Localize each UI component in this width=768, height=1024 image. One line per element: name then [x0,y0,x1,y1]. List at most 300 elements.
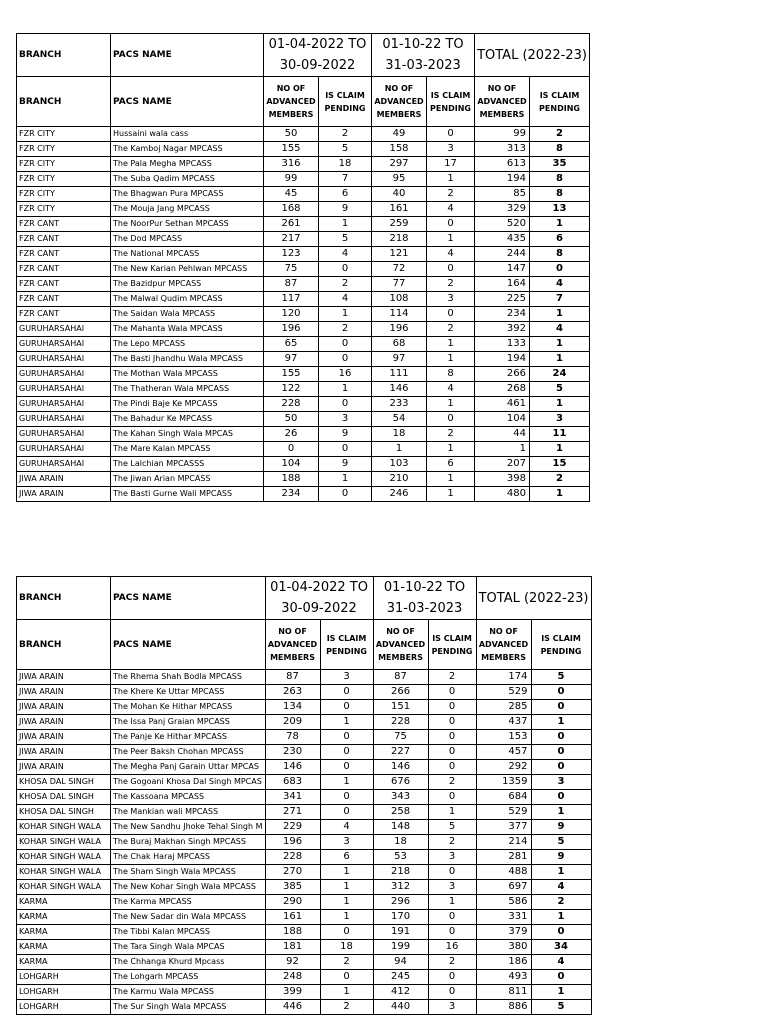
total-claim-cell: 0 [531,970,591,985]
table-row [17,442,590,457]
h2-members-cell: 18 [372,427,427,442]
branch-cell: LOHGARH [17,985,111,1000]
total-members-cell: 99 [475,127,530,142]
h1-members-cell: 50 [264,127,319,142]
h2-members-cell: 111 [372,367,427,382]
branch-cell: GURUHARSAHAI [17,367,111,382]
h1-claim-cell: 0 [320,700,373,715]
total-members-cell: 435 [475,232,530,247]
branch-cell: JIWA ARAIN [17,730,111,745]
h2-claim-cell: 0 [428,925,476,940]
h2-members-cell: 218 [372,232,427,247]
h2-members-cell: 75 [373,730,428,745]
branch-cell: FZR CANT [17,232,111,247]
total-members-cell: 520 [475,217,530,232]
period1-header: 01-04-2022 TO 30-09-2022 [264,34,372,77]
h1-members-cell: 248 [265,970,320,985]
pacs-name-cell: The Saidan Wala MPCASS [111,307,264,322]
table-row [17,172,590,187]
h2-claim-cell: 1 [427,397,475,412]
pacs-name-cell: The Buraj Makhan Singh MPCASS [111,835,266,850]
total-members-cell: 268 [475,382,530,397]
h1-members-cell: 161 [265,910,320,925]
period2-header: 01-10-22 TO 31-03-2023 [373,577,476,620]
total-members-cell: 377 [476,820,531,835]
h2-claim-cell: 4 [427,202,475,217]
table-row [17,955,592,970]
pacs-name-cell: The Megha Panj Garain Uttar MPCAS [111,760,266,775]
h2-members-cell: 87 [373,670,428,685]
branch-cell: JIWA ARAIN [17,745,111,760]
h2-members-cell: 40 [372,187,427,202]
h1-claim-cell: 18 [320,940,373,955]
branch-cell: KOHAR SINGH WALA [17,820,111,835]
pacs-name-cell: The Rhema Shah Bodla MPCASS [111,670,266,685]
total-claim-cell: 4 [531,880,591,895]
h2-claim-cell: 2 [427,322,475,337]
pacs-name-cell: The Lalchian MPCASSS [111,457,264,472]
table-row [17,715,592,730]
h1-claim-cell: 0 [320,805,373,820]
total-members-cell: 313 [475,142,530,157]
h1-members-cell: 120 [264,307,319,322]
table-row [17,985,592,1000]
h1-members-cell: 290 [265,895,320,910]
pacs-name-cell: The Kamboj Nagar MPCASS [111,142,264,157]
table-row [17,685,592,700]
total-claim-cell: 0 [531,745,591,760]
pacs-name-cell: The Mahanta Wala MPCASS [111,322,264,337]
h1-claim-cell: 0 [320,760,373,775]
h1-members-cell: 209 [265,715,320,730]
table-row [17,127,590,142]
total-claim-cell: 1 [531,865,591,880]
branch-cell: GURUHARSAHAI [17,457,111,472]
pacs-name-cell: The Chak Haraj MPCASS [111,850,266,865]
pacs-name-cell: The Pala Megha MPCASS [111,157,264,172]
branch-cell: KOHAR SINGH WALA [17,835,111,850]
h2-claim-cell: 0 [428,910,476,925]
h2-claim-cell: 3 [427,142,475,157]
total-members-cell: 281 [476,850,531,865]
total-members-cell: 194 [475,172,530,187]
h1-claim-cell: 1 [319,307,372,322]
pacs-name-cell: The National MPCASS [111,247,264,262]
total-claim-cell: 8 [530,142,590,157]
members-header: NO OF ADVANCED MEMBERS [265,620,320,670]
h2-claim-cell: 16 [428,940,476,955]
h2-members-cell: 77 [372,277,427,292]
pacs-name-header: PACS NAME [111,77,264,127]
pacs-name-cell: The Tibbi Kalan MPCASS [111,925,266,940]
h1-claim-cell: 4 [319,292,372,307]
h2-claim-cell: 1 [428,895,476,910]
pacs-name-cell: The NoorPur Sethan MPCASS [111,217,264,232]
total-claim-cell: 34 [531,940,591,955]
h2-claim-cell: 0 [428,760,476,775]
total-claim-cell: 2 [530,472,590,487]
members-header: NO OF ADVANCED MEMBERS [372,77,427,127]
h1-members-cell: 104 [264,457,319,472]
total-claim-cell: 9 [531,820,591,835]
h1-members-cell: 683 [265,775,320,790]
h2-claim-cell: 0 [428,790,476,805]
h1-claim-cell: 1 [320,880,373,895]
h2-claim-cell: 2 [427,427,475,442]
branch-cell: FZR CITY [17,172,111,187]
table-row [17,670,592,685]
h2-claim-cell: 1 [427,172,475,187]
branch-cell: FZR CITY [17,187,111,202]
total-members-cell: 392 [475,322,530,337]
total-claim-cell: 7 [530,292,590,307]
total-claim-cell: 5 [530,382,590,397]
table-row [17,835,592,850]
table-row [17,232,590,247]
table-row [17,382,590,397]
branch-cell: KARMA [17,940,111,955]
h1-claim-cell: 3 [319,412,372,427]
table-row [17,487,590,502]
h1-members-cell: 446 [265,1000,320,1015]
total-claim-cell: 1 [530,442,590,457]
h2-members-cell: 158 [372,142,427,157]
h2-claim-cell: 8 [427,367,475,382]
h2-claim-cell: 4 [427,247,475,262]
h1-claim-cell: 2 [319,322,372,337]
table-row [17,367,590,382]
branch-cell: FZR CANT [17,262,111,277]
branch-cell: FZR CITY [17,142,111,157]
h2-members-cell: 312 [373,880,428,895]
pacs-name-cell: The Chhanga Khurd Mpcass [111,955,266,970]
branch-cell: GURUHARSAHAI [17,337,111,352]
table-row [17,217,590,232]
h1-claim-cell: 0 [320,685,373,700]
h2-claim-cell: 1 [427,442,475,457]
branch-cell: FZR CANT [17,307,111,322]
table-row [17,337,590,352]
pacs-name-cell: The Mothan Wala MPCASS [111,367,264,382]
h1-members-cell: 75 [264,262,319,277]
table-row [17,850,592,865]
h1-claim-cell: 2 [319,277,372,292]
h1-members-cell: 168 [264,202,319,217]
pacs-name-cell: The Pindi Baje Ke MPCASS [111,397,264,412]
h1-claim-cell: 1 [320,775,373,790]
h2-members-cell: 258 [373,805,428,820]
h2-claim-cell: 0 [428,685,476,700]
branch-cell: JIWA ARAIN [17,670,111,685]
h2-members-cell: 412 [373,985,428,1000]
h1-members-cell: 196 [264,322,319,337]
table-row [17,880,592,895]
branch-cell: FZR CANT [17,277,111,292]
pacs-name-cell: The Karma MPCASS [111,895,266,910]
branch-header: BRANCH [17,577,111,620]
h1-members-cell: 217 [264,232,319,247]
total-claim-cell: 0 [531,685,591,700]
h1-claim-cell: 0 [319,337,372,352]
table-row [17,352,590,367]
total-claim-cell: 8 [530,172,590,187]
total-members-cell: 457 [476,745,531,760]
pacs-name-cell: The Bahadur Ke MPCASS [111,412,264,427]
total-claim-cell: 1 [530,397,590,412]
pacs-name-cell: The New Sandhu Jhoke Tehal Singh M [111,820,266,835]
h2-claim-cell: 6 [427,457,475,472]
h1-claim-cell: 0 [320,970,373,985]
table-row [17,790,592,805]
h1-members-cell: 45 [264,187,319,202]
h2-members-cell: 114 [372,307,427,322]
h2-claim-cell: 1 [427,487,475,502]
h1-claim-cell: 0 [319,442,372,457]
total-members-cell: 44 [475,427,530,442]
h1-members-cell: 228 [264,397,319,412]
branch-cell: KOHAR SINGH WALA [17,865,111,880]
h2-claim-cell: 4 [427,382,475,397]
total-claim-cell: 15 [530,457,590,472]
h1-claim-cell: 2 [320,1000,373,1015]
branch-cell: JIWA ARAIN [17,472,111,487]
table-row [17,730,592,745]
total-members-cell: 437 [476,715,531,730]
h1-members-cell: 196 [265,835,320,850]
branch-cell: FZR CITY [17,157,111,172]
branch-cell: JIWA ARAIN [17,715,111,730]
total-members-cell: 398 [475,472,530,487]
h2-members-cell: 210 [372,472,427,487]
table-row [17,745,592,760]
h1-claim-cell: 9 [319,457,372,472]
table-row [17,142,590,157]
h2-claim-cell: 0 [427,127,475,142]
total-members-cell: 480 [475,487,530,502]
total-claim-cell: 9 [531,850,591,865]
table-row [17,1000,592,1015]
pacs-table-2 [16,576,592,1015]
total-claim-cell: 1 [531,985,591,1000]
h2-members-cell: 196 [372,322,427,337]
table-row [17,427,590,442]
branch-cell: GURUHARSAHAI [17,427,111,442]
total-claim-cell: 6 [530,232,590,247]
pacs-name-cell: The Mohan Ke Hithar MPCASS [111,700,266,715]
branch-cell: GURUHARSAHAI [17,412,111,427]
claim-header: IS CLAIM PENDING [531,620,591,670]
h1-members-cell: 261 [264,217,319,232]
total-header: TOTAL (2022-23) [476,577,591,620]
total-members-cell: 488 [476,865,531,880]
branch-cell: KOHAR SINGH WALA [17,850,111,865]
branch-cell: KARMA [17,925,111,940]
h1-claim-cell: 18 [319,157,372,172]
total-members-cell: 214 [476,835,531,850]
h2-members-cell: 72 [372,262,427,277]
branch-cell: KARMA [17,910,111,925]
h2-claim-cell: 5 [428,820,476,835]
total-claim-cell: 1 [531,805,591,820]
h2-claim-cell: 0 [427,262,475,277]
branch-cell: LOHGARH [17,970,111,985]
total-claim-cell: 5 [531,835,591,850]
h1-members-cell: 50 [264,412,319,427]
total-members-cell: 104 [475,412,530,427]
table-row [17,202,590,217]
h2-members-cell: 297 [372,157,427,172]
h1-members-cell: 78 [265,730,320,745]
pacs-name-cell: The Bazidpur MPCASS [111,277,264,292]
h1-claim-cell: 0 [319,352,372,367]
total-members-cell: 1 [475,442,530,457]
total-claim-cell: 2 [530,127,590,142]
h2-claim-cell: 1 [427,232,475,247]
h2-members-cell: 228 [373,715,428,730]
total-members-cell: 586 [476,895,531,910]
total-claim-cell: 1 [530,217,590,232]
h1-claim-cell: 1 [320,865,373,880]
h1-claim-cell: 6 [319,187,372,202]
total-members-cell: 380 [476,940,531,955]
branch-cell: JIWA ARAIN [17,760,111,775]
pacs-name-cell: The Sur Singh Wala MPCASS [111,1000,266,1015]
table-row [17,277,590,292]
h2-members-cell: 108 [372,292,427,307]
pacs-name-cell: Hussaini wala cass [111,127,264,142]
branch-cell: JIWA ARAIN [17,700,111,715]
total-members-cell: 292 [476,760,531,775]
h1-claim-cell: 0 [319,487,372,502]
total-members-cell: 186 [476,955,531,970]
total-claim-cell: 3 [530,412,590,427]
branch-cell: JIWA ARAIN [17,487,111,502]
total-members-cell: 379 [476,925,531,940]
h2-members-cell: 18 [373,835,428,850]
h2-members-cell: 148 [373,820,428,835]
total-members-cell: 194 [475,352,530,367]
branch-cell: KHOSA DAL SINGH [17,805,111,820]
total-claim-cell: 8 [530,187,590,202]
h2-members-cell: 146 [372,382,427,397]
h2-claim-cell: 0 [428,970,476,985]
h2-claim-cell: 1 [427,472,475,487]
h1-members-cell: 26 [264,427,319,442]
claim-header: IS CLAIM PENDING [427,77,475,127]
h2-members-cell: 151 [373,700,428,715]
total-claim-cell: 4 [530,322,590,337]
h1-members-cell: 271 [265,805,320,820]
h1-claim-cell: 1 [320,895,373,910]
branch-cell: KHOSA DAL SINGH [17,790,111,805]
pacs-name-cell: The Jiwan Arian MPCASS [111,472,264,487]
h1-claim-cell: 0 [320,790,373,805]
h1-claim-cell: 3 [320,835,373,850]
branch-cell: FZR CANT [17,247,111,262]
h2-members-cell: 296 [373,895,428,910]
h1-members-cell: 155 [264,142,319,157]
pacs-name-cell: The Mankian wali MPCASS [111,805,266,820]
total-claim-cell: 1 [531,910,591,925]
total-claim-cell: 0 [531,700,591,715]
branch-cell: GURUHARSAHAI [17,442,111,457]
h1-members-cell: 122 [264,382,319,397]
h1-claim-cell: 7 [319,172,372,187]
h2-claim-cell: 0 [428,745,476,760]
h1-claim-cell: 0 [320,745,373,760]
h2-claim-cell: 2 [428,775,476,790]
members-header: NO OF ADVANCED MEMBERS [373,620,428,670]
total-claim-cell: 24 [530,367,590,382]
table-row [17,322,590,337]
branch-cell: JIWA ARAIN [17,685,111,700]
h1-members-cell: 123 [264,247,319,262]
members-header: NO OF ADVANCED MEMBERS [476,620,531,670]
table-row [17,970,592,985]
pacs-name-cell: The Basti Jhandhu Wala MPCASS [111,352,264,367]
total-claim-cell: 11 [530,427,590,442]
h2-claim-cell: 2 [427,277,475,292]
total-claim-cell: 0 [531,760,591,775]
branch-cell: LOHGARH [17,1000,111,1015]
h2-claim-cell: 2 [427,187,475,202]
table-2-body [17,670,592,1015]
h1-members-cell: 316 [264,157,319,172]
h1-claim-cell: 6 [320,850,373,865]
h1-claim-cell: 2 [320,955,373,970]
h2-claim-cell: 0 [428,865,476,880]
total-members-cell: 811 [476,985,531,1000]
pacs-name-cell: The Lepo MPCASS [111,337,264,352]
pacs-name-cell: The Basti Gurne Wali MPCASS [111,487,264,502]
table-row [17,307,590,322]
pacs-name-cell: The New Sadar din Wala MPCASS [111,910,266,925]
h1-members-cell: 263 [265,685,320,700]
h2-claim-cell: 2 [428,835,476,850]
total-members-cell: 1359 [476,775,531,790]
table-row [17,805,592,820]
total-members-cell: 493 [476,970,531,985]
total-members-cell: 461 [475,397,530,412]
table-row [17,895,592,910]
h1-claim-cell: 9 [319,427,372,442]
h1-members-cell: 385 [265,880,320,895]
total-members-cell: 207 [475,457,530,472]
pacs-name-cell: The Bhagwan Pura MPCASS [111,187,264,202]
h1-claim-cell: 4 [319,247,372,262]
h2-claim-cell: 3 [428,1000,476,1015]
period2-header: 01-10-22 TO 31-03-2023 [372,34,475,77]
total-members-cell: 529 [476,805,531,820]
h2-members-cell: 227 [373,745,428,760]
branch-cell: FZR CITY [17,202,111,217]
h2-claim-cell: 0 [428,985,476,1000]
total-claim-cell: 1 [531,715,591,730]
h1-claim-cell: 9 [319,202,372,217]
h1-members-cell: 270 [265,865,320,880]
h2-members-cell: 94 [373,955,428,970]
h2-members-cell: 676 [373,775,428,790]
h1-members-cell: 0 [264,442,319,457]
total-claim-cell: 1 [530,352,590,367]
total-claim-cell: 3 [531,775,591,790]
h1-members-cell: 188 [264,472,319,487]
pacs-name-cell: The Mouja Jang MPCASS [111,202,264,217]
total-claim-cell: 0 [531,730,591,745]
pacs-name-cell: The Suba Qadim MPCASS [111,172,264,187]
h2-claim-cell: 3 [428,880,476,895]
h2-members-cell: 245 [373,970,428,985]
